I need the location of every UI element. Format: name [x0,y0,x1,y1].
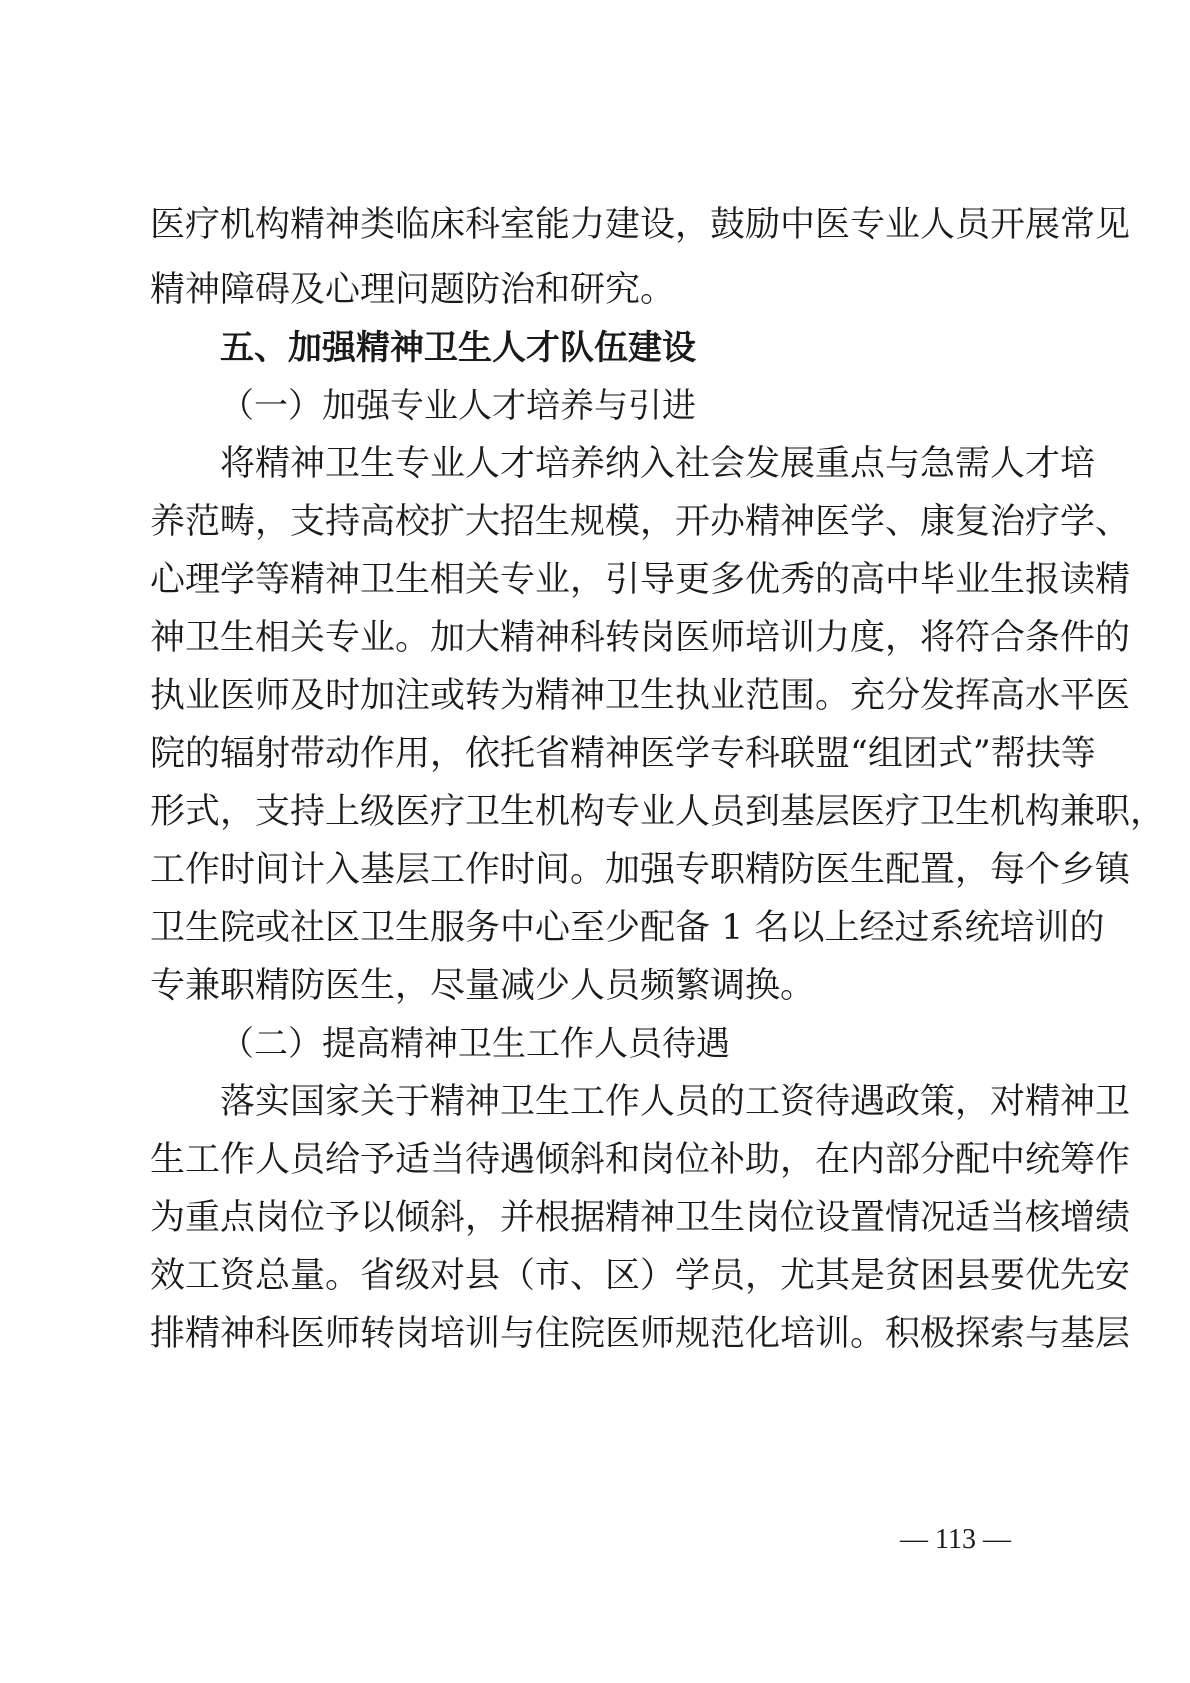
paragraph-line: 为重点岗位予以倾斜，并根据精神卫生岗位设置情况适当核增绩 [150,1198,1131,1238]
paragraph-line: 心理学等精神卫生相关专业，引导更多优秀的高中毕业生报读精 [150,560,1131,600]
paragraph-line: 专兼职精防医生，尽量减少人员频繁调换。 [150,966,816,1006]
paragraph-line: 院的辐射带动作用，依托省精神医学专科联盟“组团式”帮扶等 [150,734,1096,774]
paragraph-line: 医疗机构精神类临床科室能力建设，鼓励中医专业人员开展常见 [150,205,1131,245]
paragraph-line: 养范畴，支持高校扩大招生规模，开办精神医学、康复治疗学、 [150,502,1131,542]
paragraph-line: 生工作人员给予适当待遇倾斜和岗位补助，在内部分配中统筹作 [150,1140,1131,1180]
paragraph-line: 卫生院或社区卫生服务中心至少配备 1 名以上经过系统培训的 [150,908,1105,948]
paragraph-line: 排精神科医师转岗培训与住院医师规范化培训。积极探索与基层 [150,1314,1131,1354]
paragraph-line: 精神障碍及心理问题防治和研究。 [150,270,676,310]
page-number: — 113 — [900,1524,1011,1555]
paragraph-line: 形式，支持上级医疗卫生机构专业人员到基层医疗卫生机构兼职， [150,792,1166,832]
paragraph-line: 神卫生相关专业。加大精神科转岗医师培训力度，将符合条件的 [150,618,1131,658]
subsection-heading: （一）加强专业人才培养与引进 [220,386,696,426]
paragraph-line: 工作时间计入基层工作时间。加强专职精防医生配置，每个乡镇 [150,850,1131,890]
paragraph-line: 落实国家关于精神卫生工作人员的工资待遇政策，对精神卫 [220,1082,1131,1122]
paragraph-line: 执业医师及时加注或转为精神卫生执业范围。充分发挥高水平医 [150,676,1131,716]
section-heading: 五、加强精神卫生人才队伍建设 [220,328,696,368]
paragraph-line: 效工资总量。省级对县（市、区）学员，尤其是贫困县要优先安 [150,1256,1131,1296]
subsection-heading: （二）提高精神卫生工作人员待遇 [220,1024,730,1064]
paragraph-line: 将精神卫生专业人才培养纳入社会发展重点与急需人才培 [220,444,1096,484]
